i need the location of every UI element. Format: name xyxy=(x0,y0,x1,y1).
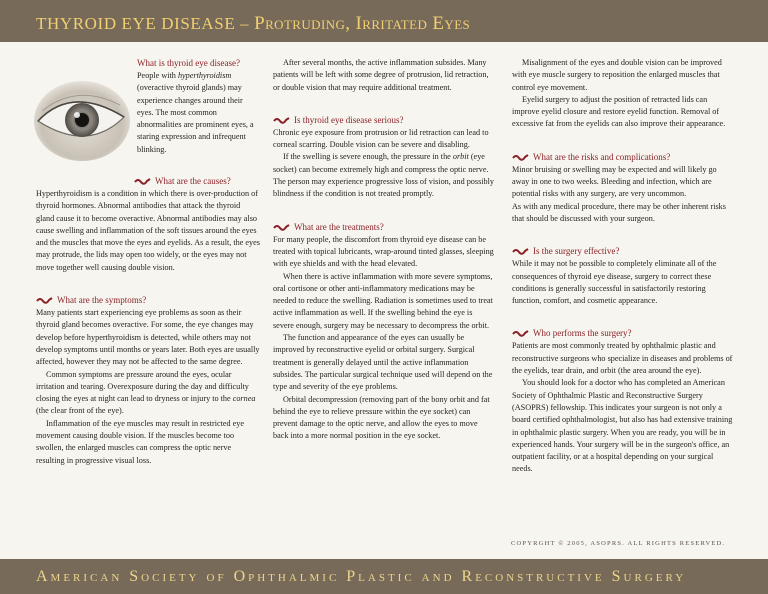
heading-who-performs: Who performs the surgery? xyxy=(512,327,734,340)
symptoms-text-3: Inflammation of the eye muscles may result in restricted eye movement causing double vision. If the muscles become too swollen, the enlarged muscles can compress the optic nerve resulting in progressive visual loss. xyxy=(36,418,245,465)
heading-treatments: What are the treatments? xyxy=(273,221,495,234)
risks-text-1: Minor bruising or swelling may be expected and will likely go away in one to two weeks. Bleeding and infection, which are potential risks with any surgery, are very uncommon. xyxy=(512,164,717,199)
risks-text-2: As with any medical procedure, there may be other inherent risks that should be discussed with your surgeon. xyxy=(512,201,726,223)
eye-illustration xyxy=(32,75,130,161)
squiggle-icon xyxy=(512,247,529,255)
squiggle-icon xyxy=(512,153,529,161)
squiggle-icon xyxy=(36,296,53,304)
column-1: What is thyroid eye disease? People with hyperthyroidism (overactive thyroid glands) may experience changes around their eyes. The most common abnormalities are prominent eyes, a staring expression and infrequent blinking. What are the causes? Hyperthyroidism is a condition in which there is over-production of thyroid hormones. Abnormal antibodies that attack the thyroid gland cause it to become overactive. Abnormal antibodies may also cause swelling and inflammation of the soft tissues around the eyes and the muscles that move the eyes and eyelids. As a result, the eyes may protrude, the lids may open too widely, or the eyes may not move together well causing double vision. What are the symptoms? Many patients start experiencing eye problems as soon as their thyroid gland becomes overactive. For some, the eye changes may develop before hyperthyroidism is detected, while others may not develop symptoms until months or years later. Both eyes are usually affected, however they may not be affected to the same degree. Common symptoms are pressure around the eyes, ocular irritation and tearing. Overexposure during the day and difficulty closing the eyes at night can lead to dryness or injury to the cornea (the clear front of the eye). Inflammation of the eye muscles may result in restricted eye movement causing double vision. If the muscles become too swollen, the enlarged muscles can compress the optic nerve resulting in progressive visual loss. xyxy=(36,57,260,467)
symptoms-text-1: Many patients start experiencing eye problems as soon as their thyroid gland becomes overactive. For some, the eye changes may develop before hyperthyroidism is detected, while others may not develop symptoms until months or years later. Both eyes are usually affected, however they may not be affected to the same degree. xyxy=(36,308,260,367)
heading-causes: What are the causes? xyxy=(36,175,260,188)
organization-name: American Society of Ophthalmic Plastic and Reconstructive Surgery xyxy=(36,568,687,585)
heading-symptoms: What are the symptoms? xyxy=(36,294,260,307)
squiggle-icon xyxy=(273,116,290,124)
misalignment-text: Misalignment of the eyes and double vision can be improved with eye muscle surgery to reposition the enlarged muscles that control eye movement. xyxy=(512,58,722,92)
title-main: THYROID EYE DISEASE – xyxy=(36,14,255,33)
symptoms-text-2: Common symptoms are pressure around the eyes, ocular irritation and tearing. Overexposure during the day and difficulty closing the eyes at night can lead to dryness or injury to the cornea (the clear front of the eye). xyxy=(36,369,256,416)
page-title xyxy=(36,13,470,35)
who-text-2: You should look for a doctor who has completed an American Society of Ophthalmic Plastic and Reconstructive Surgery (ASOPRS) fellowship. This indicates your surgeon is not only a board certified ophthalmologist, but also has had extensive training in ophthalmic plastic surgery. When you are ready, you will be in experienced hands. Your surgery will be in the surgeon's office, an outpatient facility, or at a hospital depending on your surgical needs. xyxy=(512,378,733,474)
heading-serious: Is thyroid eye disease serious? xyxy=(273,114,495,127)
copyright-notice: COPYRGHT © 2005, ASOPRS. ALL RIGHTS RESERVED. xyxy=(511,540,726,547)
treatments-text-4: Orbital decompression (removing part of the bony orbit and fat behind the eye to relieve pressure within the eye socket) can prevent damage to the optic nerve, and allow the eyes to move back into a more normal position in the eye socket. xyxy=(273,394,490,441)
serious-text-1: Chronic eye exposure from protrusion or lid retraction can lead to corneal scarring. Double vision can be severe and disabling. xyxy=(273,127,489,150)
column-2 xyxy=(273,57,495,443)
header-bar xyxy=(0,0,768,42)
footer-bar xyxy=(0,559,768,594)
subsides-text: After several months, the active inflammation subsides. Many patients will be left with some degree of protrusion, lid retraction, or double vision that may require additional treatment. xyxy=(273,58,489,92)
eyelid-surgery-text: Eyelid surgery to adjust the position of retracted lids can improve eyelid closure and restore eyelid function. Removal of excessive fat from the eyelids can also improve their appearance. xyxy=(512,94,726,129)
heading-risks: What are the risks and complications? xyxy=(512,151,734,164)
causes-text: Hyperthyroidism is a condition in which there is over-production of thyroid hormones. Abnormal antibodies that attack the thyroid gland cause it to become overactive. Abnormal antibodies may also cause swelling and inflammation of the soft tissues around the eyes and the muscles that move the eyes and eyelids. As a result, the eyes may protrude, the lids may open too widely, or the eyes may not move together well causing double vision. xyxy=(36,189,260,272)
treatments-text-3: The function and appearance of the eyes can usually be improved by reconstructive eyelid or orbital surgery. Surgical treatment is generally delayed until the active inflammation subsides. The particular surgical technique used will depend on the type and severity of the eye problems. xyxy=(273,333,493,392)
column-3 xyxy=(512,57,734,476)
effective-text: While it may not be possible to completely eliminate all of the consequences of thyroid eye disease, surgery to correct these conditions is generally successful in satisfactorily restoring function, comfort, and cosmetic appearance. xyxy=(512,259,717,306)
who-text-1: Patients are most commonly treated by ophthalmic plastic and reconstructive surgeons who specialize in diseases and problems of the eyelids, tear drain, and orbit (the area around the eye). xyxy=(512,341,733,376)
squiggle-icon xyxy=(134,177,151,185)
serious-text-2: If the swelling is severe enough, the pressure in the orbit (eye socket) can become extremely high and compress the optic nerve. The person may experience progressive loss of vision, and possibly blindness if the condition is not treated promptly. xyxy=(273,152,495,199)
heading-what-is: What is thyroid eye disease? xyxy=(137,58,240,68)
treatments-text-2: When there is active inflammation with more severe symptoms, oral cortisone or other anti-inflammatory medications may be needed to reduce the swelling. Radiation is sometimes used to treat active inflammation as well. If the swelling behind the eye is severe enough, surgery may be necessary to decompress the orbit. xyxy=(273,271,493,330)
title-subtitle: Protruding, Irritated Eyes xyxy=(254,13,471,34)
heading-effective: Is the surgery effective? xyxy=(512,245,734,258)
squiggle-icon xyxy=(512,329,529,337)
treatments-text-1: For many people, the discomfort from thyroid eye disease can be treated with topical lubricants, wrap-around tinted glasses, sleeping with eye shields and with the head elevated. xyxy=(273,234,494,269)
squiggle-icon xyxy=(273,223,290,231)
